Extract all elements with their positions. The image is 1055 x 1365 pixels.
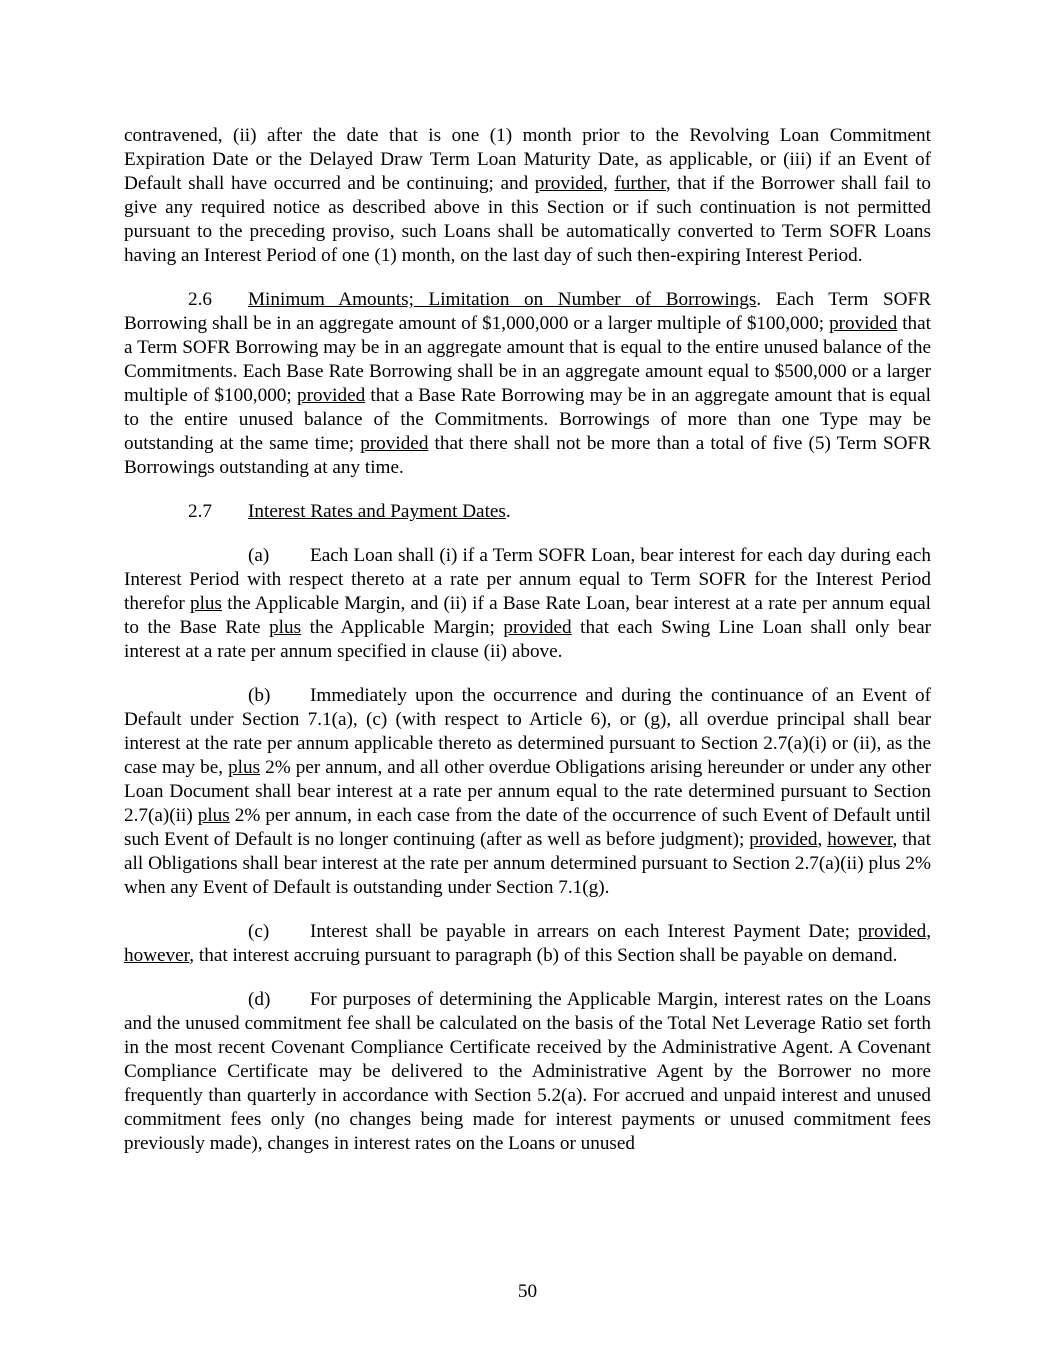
paragraph-label: (b) (248, 685, 271, 706)
paragraph-continuation (124, 124, 931, 268)
paragraph-d (124, 988, 931, 1156)
text-span: that a Term SOFR Borrowing may be in an aggregate amount that is equal to the entire unused balance of the Commitments. Each Base Rate Borrowing shall be in an aggregate amount equal to $500,000 or a larger multiple of $100,000; (124, 313, 931, 406)
underlined-term: provided (749, 829, 818, 850)
text-span: that each Swing Line Loan shall only bear interest at a rate per annum specified in clause (ii) above. (124, 617, 931, 662)
text-span: , that interest accruing pursuant to paragraph (b) of this Section shall be payable on demand. (189, 945, 898, 966)
underlined-term: however (827, 829, 893, 850)
paragraph-label: (c) (248, 921, 270, 942)
section-heading: Interest Rates and Payment Dates (248, 501, 506, 522)
underlined-term: provided (857, 921, 927, 942)
underlined-term: plus (197, 805, 230, 826)
paragraph-label: (d) (248, 989, 271, 1010)
text-span: , (926, 921, 931, 942)
text-span: 2% per annum, in each case from the date of the occurrence of such Event of Default until such Event of Default is no longer continuing (after as well as before judgment); (124, 805, 931, 850)
page-number: 50 (517, 1281, 538, 1302)
underlined-term: plus (189, 593, 222, 614)
document-page (124, 124, 931, 1156)
underlined-term: provided (534, 173, 603, 194)
underlined-term: provided (829, 313, 898, 334)
underlined-term: provided (296, 385, 366, 406)
section-2-7-heading (124, 500, 931, 524)
text-span: the Applicable Margin; (301, 617, 504, 638)
underlined-term: plus (269, 617, 302, 638)
text-span: the Applicable Margin, and (ii) if a Base Rate Loan, bear interest at a rate per annum equal to the Base Rate (124, 593, 931, 638)
text-span: 2% per annum, and all other overdue Obligations arising hereunder or under any other Loan Document shall bear interest at a rate per annum equal to the rate determined pursuant to Section 2.7(a)(ii) (124, 757, 931, 826)
text-span: , (817, 829, 828, 850)
text-span: that there shall not be more than a total of five (5) Term SOFR Borrowings outstanding at any time. (124, 433, 931, 478)
underlined-term: plus (228, 757, 261, 778)
underlined-term: however (124, 945, 190, 966)
paragraph-c (124, 920, 931, 968)
text-span: . (505, 501, 511, 522)
text-span: , (603, 173, 615, 194)
text-span: , that if the Borrower shall fail to give any required notice as described above in this Section or if such continuation is not permitted pursuant to the preceding proviso, such Loans shall be automatically converted to Term SOFR Loans having an Interest Period of one (1) month, on the last day of such then-expiring Interest Period. (124, 173, 931, 266)
text-span: Immediately upon the occurrence and during the continuance of an Event of Default under Section 7.1(a), (c) (with respect to Article 6), or (g), all overdue principal shall bear interest at the rate per annum applicable thereto as determined pursuant to Section 2.7(a)(i) or (ii), as the case may be, (124, 685, 931, 778)
text-span: Interest shall be payable in arrears on each Interest Payment Date; (310, 921, 858, 942)
section-heading: Minimum Amounts; Limitation on Number of Borrowings (248, 289, 757, 310)
underlined-term: provided (360, 433, 429, 454)
text-span: For purposes of determining the Applicable Margin, interest rates on the Loans and the unused commitment fee shall be calculated on the basis of the Total Net Leverage Ratio set forth in the most recent Covenant Compliance Certificate received by the Administrative Agent. A Covenant Compliance Certificate may be delivered to the Administrative Agent by the Borrower no more frequently than quarterly in accordance with Section 5.2(a). For accrued and unpaid interest and unused commitment fees only (no changes being made for interest payments or unused commitment fees previously made), changes in interest rates on the Loans or unused (124, 989, 931, 1154)
text-span: Each Loan shall (i) if a Term SOFR Loan, bear interest for each day during each Interest Period with respect thereto at a rate per annum equal to Term SOFR for the Interest Period therefor (124, 545, 931, 614)
section-number: 2.6 (188, 289, 212, 310)
paragraph-b (124, 684, 931, 900)
section-number: 2.7 (188, 501, 212, 522)
section-2-6 (124, 288, 931, 480)
text-span: . Each Term SOFR Borrowing shall be in an aggregate amount of $1,000,000 or a larger multiple of $100,000; (124, 289, 931, 334)
paragraph-label: (a) (248, 545, 270, 566)
text-span: , that all Obligations shall bear interest at the rate per annum determined pursuant to Section 2.7(a)(ii) plus 2% when any Event of Default is outstanding under Section 7.1(g). (124, 829, 931, 898)
text-span: contravened, (ii) after the date that is one (1) month prior to the Revolving Loan Commitment Expiration Date or the Delayed Draw Term Loan Maturity Date, as applicable, or (iii) if an Event of Default shall have occurred and be continuing; and (124, 125, 931, 194)
underlined-term: provided (503, 617, 572, 638)
underlined-term: further (614, 173, 666, 194)
paragraph-a (124, 544, 931, 664)
text-span: that a Base Rate Borrowing may be in an aggregate amount that is equal to the entire unused balance of the Commitments. Borrowings of more than one Type may be outstanding at the same time; (124, 385, 931, 454)
